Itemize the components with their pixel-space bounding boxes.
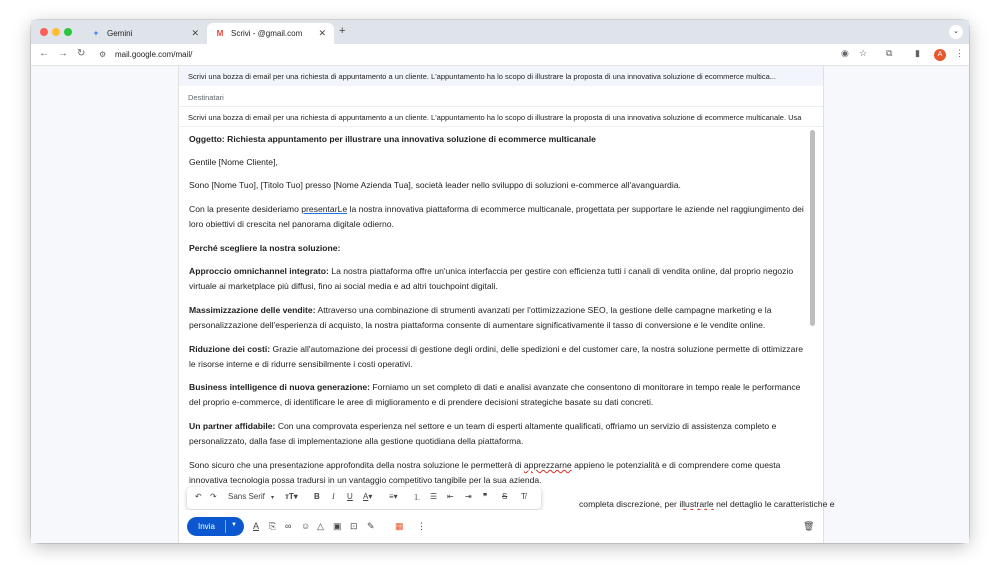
gmail-content [31, 66, 969, 543]
gemini-prompt-summary[interactable]: Scrivi una bozza di email per una richiesta di appuntamento a un cliente. L'appuntamento ha lo scopo di illustrare la proposta di una innovativa soluzione di ecommerce multica... [179, 66, 823, 86]
reload-icon[interactable]: ↻ [77, 48, 86, 59]
font-select[interactable]: Sans Serif [228, 492, 265, 501]
close-tab-icon[interactable]: ✕ [318, 28, 326, 38]
eye-icon[interactable]: ◉ [841, 48, 849, 58]
maximize-window-button[interactable] [64, 28, 72, 36]
side-panel-icon[interactable]: ▮ [915, 48, 920, 58]
greeting: Gentile [Nome Cliente], [189, 157, 278, 167]
point-paragraph: Approccio omnichannel integrato: La nostra piattaforma offre un'unica interfaccia per gestire con efficienza tutti i canali di vendita online, dal proprio negozio virtuale ai marketplace più diffusi, fino ai social media e ad altri touchpoint digitali. [189, 266, 794, 292]
point-paragraph: Un partner affidabile: Con una comprovata esperienza nel settore e un team di esperti altamente qualificati, offriamo un servizio di assistenza completo e personalizzato, dalla fase di implementazione alla gestione quotidiana della piattaforma. [189, 421, 777, 447]
more-options-kebab-icon[interactable]: ⋮ [417, 521, 426, 531]
italic-icon[interactable]: I [332, 492, 335, 501]
tab-bar [31, 20, 969, 44]
tab-gemini[interactable]: ✦ Gemini ✕ [92, 28, 199, 38]
subject-field[interactable]: Scrivi una bozza di email per una richiesta di appuntamento a un cliente. L'appuntamento ha lo scopo di illustrare la proposta di una innovativa soluzione di ecommerce multicanale. Usa [179, 107, 823, 127]
bulleted-list-icon[interactable]: ☰ [430, 492, 438, 501]
emoji-icon[interactable]: ☺ [301, 521, 311, 531]
strikethrough-icon[interactable]: S [502, 492, 508, 501]
close-window-button[interactable] [40, 28, 48, 36]
delete-draft-trash-icon[interactable]: 🗑 [803, 521, 815, 531]
site-info-icon[interactable]: ⚙ [99, 50, 107, 59]
purpose-paragraph: Con la presente desideriamo presentarLe la nostra innovativa piattaforma di ecommerce multicanale, progettata per supportare le aziende nel raggiungimento dei loro obiettivi di crescita nel panorama digitale odierno. [189, 204, 804, 230]
photo-icon[interactable]: ▣ [333, 521, 342, 531]
new-tab-button[interactable]: + [339, 25, 346, 37]
send-options-chevron-icon[interactable]: ▼ [231, 522, 237, 528]
partial-paragraph: completa discrezione, per illustrarle nel dettaglio le caratteristiche e [579, 499, 835, 509]
gemini-help-me-write-icon[interactable]: ▦ [395, 521, 404, 531]
address-bar[interactable] [91, 47, 891, 64]
compose-bottom-bar [179, 510, 823, 543]
lock-icon[interactable]: ⊡ [350, 521, 358, 531]
gemini-sparkle-icon: ✦ [92, 29, 100, 38]
underline-icon[interactable]: U [347, 492, 353, 501]
quote-icon[interactable]: ❞ [483, 492, 488, 501]
email-body[interactable] [189, 132, 835, 510]
close-tab-icon[interactable]: ✕ [191, 28, 199, 38]
url-text: mail.google.com/mail/ [115, 50, 193, 59]
point-paragraph: Business intelligence di nuova generazione: Forniamo un set completo di dati e analisi avanzate che consentono di monitorare in tempo reale le performance del proprio e-commerce, di identificare le aree di miglioramento e di prendere decisioni strategiche basate su dati concreti. [189, 382, 801, 408]
chevron-down-icon[interactable]: ▾ [271, 495, 275, 501]
menu-kebab-icon[interactable]: ⋮ [955, 48, 964, 58]
signature-pen-icon[interactable]: ✎ [367, 521, 375, 531]
recipients-field[interactable]: Destinatari [179, 86, 823, 107]
bookmark-star-icon[interactable]: ☆ [859, 48, 868, 58]
formatting-toolbar [187, 487, 541, 509]
indent-less-icon[interactable]: ⇤ [447, 492, 454, 501]
compose-window [178, 66, 835, 543]
why-heading: Perché scegliere la nostra soluzione: [189, 243, 341, 253]
bold-icon[interactable]: B [314, 492, 320, 501]
minimize-window-button[interactable] [52, 28, 60, 36]
intro-paragraph: Sono [Nome Tuo], [Titolo Tuo] presso [Nome Azienda Tua], società leader nello sviluppo di soluzioni e-commerce all'avanguardia. [189, 180, 681, 190]
font-size-icon[interactable]: тT▾ [285, 492, 298, 501]
browser-window [31, 20, 969, 543]
drive-icon[interactable]: △ [317, 521, 324, 531]
back-arrow-icon[interactable]: ← [39, 48, 49, 59]
text-color-icon[interactable]: A▾ [363, 492, 373, 501]
profile-avatar[interactable]: A [934, 49, 946, 61]
forward-arrow-icon[interactable]: → [58, 48, 68, 59]
point-paragraph: Massimizzazione delle vendite: Attraverso una combinazione di strumenti avanzati per l'ottimizzazione SEO, la gestione delle campagne marketing e la personalizzazione dell'esperienza di acquisto, la nostra piattaforma consente di aumentare significativamente il tasso di conversione e le vendite online. [189, 305, 772, 331]
tab-gmail-compose[interactable]: M Scrivi - @gmail.com ✕ [207, 23, 334, 44]
tab-search-chevron-icon[interactable]: ⌄ [949, 25, 963, 39]
gmail-icon: M [216, 29, 224, 38]
extensions-icon[interactable]: ⧉ [886, 48, 893, 58]
browser-toolbar [31, 44, 969, 66]
clear-formatting-icon[interactable]: T̸ [521, 492, 526, 501]
redo-icon[interactable]: ↷ [210, 492, 217, 501]
body-scrollbar[interactable] [810, 130, 815, 326]
link-icon[interactable]: ∞ [285, 521, 292, 531]
numbered-list-icon[interactable]: ⒈ [413, 493, 421, 502]
align-icon[interactable]: ≡▾ [389, 492, 398, 501]
indent-more-icon[interactable]: ⇥ [465, 492, 472, 501]
closing-paragraph: Sono sicuro che una presentazione approfondita della nostra soluzione le permetterà di apprezzarne appieno le potenzialità e di comprendere come questa innovativa tecnologia possa tradursi in un vantaggio competitivo tangibile per la sua azienda. [189, 460, 781, 486]
formatting-options-icon[interactable]: A [253, 521, 260, 531]
undo-icon[interactable]: ↶ [195, 492, 202, 501]
send-button[interactable]: Invia ▼ [187, 517, 244, 536]
email-subject-heading: Oggetto: Richiesta appuntamento per illustrare una innovativa soluzione di ecommerce multicanale [189, 134, 596, 144]
attach-icon[interactable]: ⎘ [269, 521, 277, 531]
point-paragraph: Riduzione dei costi: Grazie all'automazione dei processi di gestione degli ordini, delle spedizioni e del customer care, la nostra soluzione permette di ottimizzare le risorse interne e di ridurre sensibilmente i costi operativi. [189, 344, 803, 370]
